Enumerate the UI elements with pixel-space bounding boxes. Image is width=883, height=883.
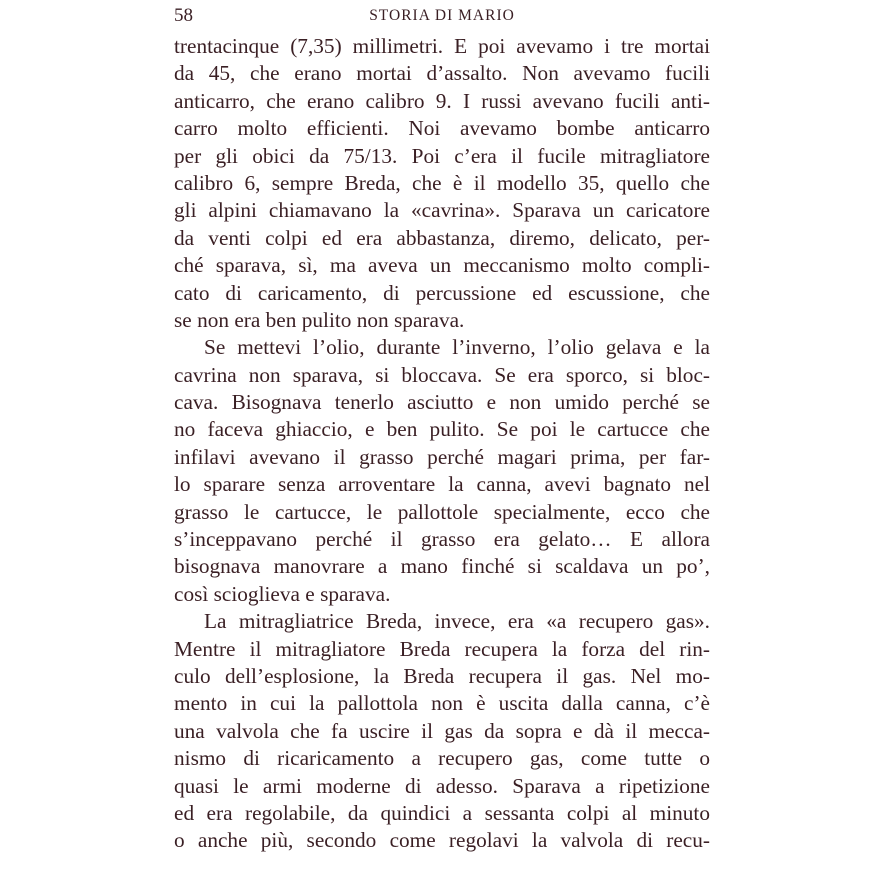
text-line: se non era ben pulito non sparava. [174, 307, 465, 332]
text-line: s’inceppavano perché il grasso era gelato… E allora [174, 527, 710, 552]
text-line: anticarro, che erano calibro 9. I russi avevano fucili anti- [174, 88, 710, 113]
text-line: da 45, che erano mortai d’assalto. Non avevamo fucili [174, 61, 710, 86]
text-line: culo dell’esplosione, la Breda recupera il gas. Nel mo- [174, 663, 710, 688]
text-line: calibro 6, sempre Breda, che è il modello 35, quello che [174, 170, 710, 195]
paragraph-first-line: La mitragliatrice Breda, invece, era «a recupero gas». [204, 609, 710, 634]
paragraph-first-line: Se mettevi l’olio, durante l’inverno, l’olio gelava e la [204, 335, 710, 360]
text-line: una valvola che fa uscire il gas da sopra e dà il mecca- [174, 718, 710, 743]
text-line: per gli obici da 75/13. Poi c’era il fucile mitragliatore [174, 143, 710, 168]
text-line: cava. Bisognava tenerlo asciutto e non umido perché se [174, 390, 710, 415]
text-line: cato di caricamento, di percussione ed escussione, che [174, 280, 710, 305]
text-line: lo sparare senza arroventare la canna, avevi bagnato nel [174, 472, 710, 497]
text-line: quasi le armi moderne di adesso. Sparava a ripetizione [174, 773, 710, 798]
book-page [174, 0, 710, 883]
running-head [174, 0, 710, 30]
text-line: trentacinque (7,35) millimetri. E poi avevamo i tre mortai [174, 34, 710, 58]
text-line: cavrina non sparava, si bloccava. Se era sporco, si bloc- [174, 362, 710, 387]
text-line: nismo di ricaricamento a recupero gas, come tutte o [174, 746, 710, 771]
text-line: così scioglieva e sparava. [174, 581, 391, 606]
text-line: carro molto efficienti. Noi avevamo bombe anticarro [174, 116, 710, 141]
text-line: gli alpini chiamavano la «cavrina». Sparava un caricatore [174, 198, 710, 223]
text-line: bisognava manovrare a mano finché si scaldava un po’, [174, 554, 710, 579]
text-line: infilavi avevano il grasso perché magari prima, per far- [174, 444, 710, 469]
text-line: grasso le cartucce, le pallottole specialmente, ecco che [174, 499, 710, 524]
page-number: 58 [174, 5, 193, 26]
text-line: ed era regolabile, da quindici a sessanta colpi al minuto [174, 800, 710, 825]
text-line: Mentre il mitragliatore Breda recupera la forza del rin- [174, 636, 710, 661]
running-title: STORIA DI MARIO [369, 7, 515, 24]
body-text [174, 33, 710, 855]
text-line: no faceva ghiaccio, e ben pulito. Se poi le cartucce che [174, 417, 710, 442]
text-line: o anche più, secondo come regolavi la valvola di recu- [174, 828, 710, 853]
text-line: ché sparava, sì, ma aveva un meccanismo molto compli- [174, 253, 710, 278]
text-line: mento in cui la pallottola non è uscita dalla canna, c’è [174, 691, 710, 716]
text-line: da venti colpi ed era abbastanza, diremo, delicato, per- [174, 225, 710, 250]
